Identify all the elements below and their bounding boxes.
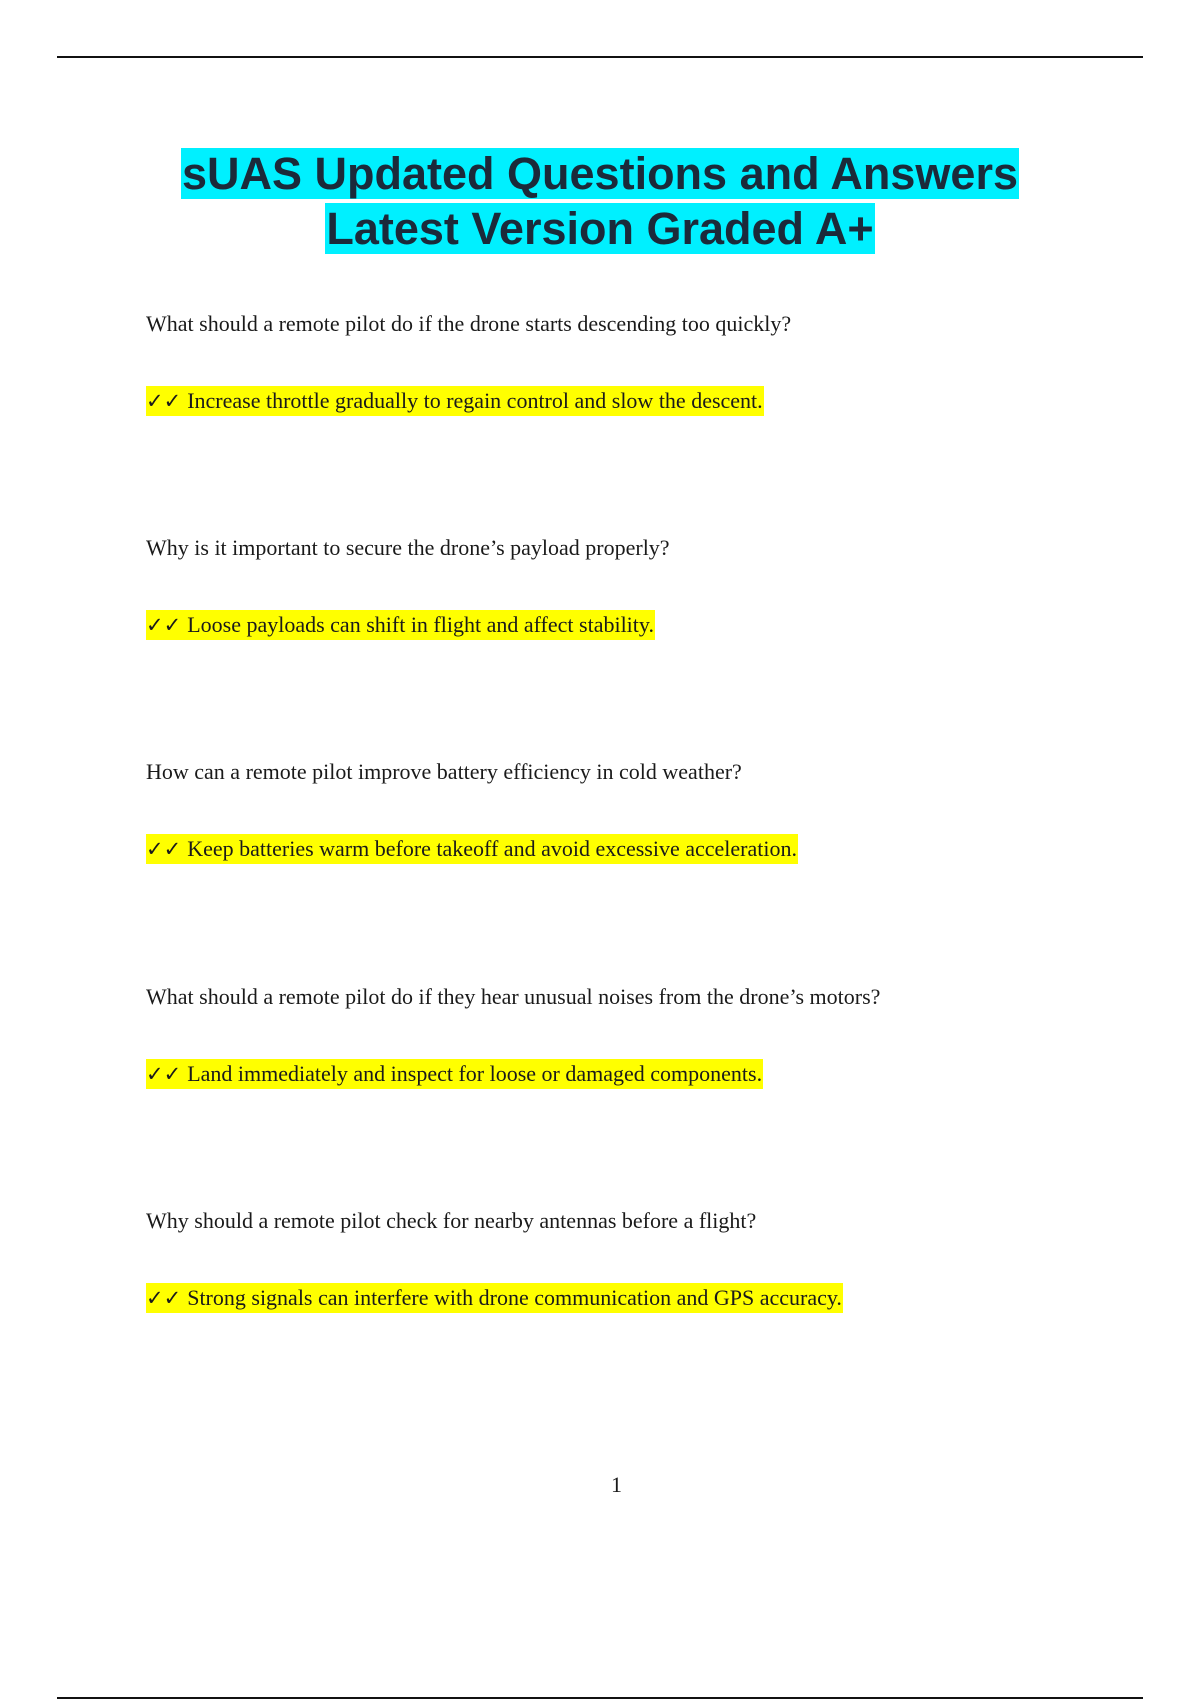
answer-highlight [146, 1059, 763, 1089]
answer [146, 834, 1146, 864]
answer [146, 386, 1146, 416]
double-check-icon: ✓✓ [146, 1286, 182, 1310]
question-text: What should a remote pilot do if they hear unusual noises from the drone’s motors? [146, 984, 881, 1009]
answer [146, 1059, 1146, 1089]
qa-item [146, 533, 1146, 640]
question-text: What should a remote pilot do if the drone starts descending too quickly? [146, 311, 792, 336]
qa-item [146, 757, 1146, 864]
title-line-1: sUAS Updated Questions and Answers [182, 148, 1018, 199]
qa-item [146, 1206, 1146, 1313]
answer-text: Strong signals can interfere with drone communication and GPS accuracy. [187, 1285, 842, 1310]
answer-highlight [146, 386, 764, 416]
double-check-icon: ✓✓ [146, 837, 182, 861]
qa-item [146, 982, 1146, 1089]
header-rule [57, 56, 1143, 58]
title-line-2: Latest Version Graded A+ [326, 203, 874, 254]
answer-text: Increase throttle gradually to regain control and slow the descent. [187, 388, 763, 413]
double-check-icon: ✓✓ [146, 389, 182, 413]
answer [146, 610, 1146, 640]
answer-text: Land immediately and inspect for loose or damaged components. [187, 1061, 763, 1086]
answer-highlight [146, 834, 798, 864]
double-check-icon: ✓✓ [146, 613, 182, 637]
page-number: 1 [611, 1472, 622, 1497]
qa-item [146, 309, 1146, 416]
footer-rule [57, 1697, 1143, 1699]
double-check-icon: ✓✓ [146, 1062, 182, 1086]
answer-text: Keep batteries warm before takeoff and avoid excessive acceleration. [187, 836, 797, 861]
answer-text: Loose payloads can shift in flight and affect stability. [187, 612, 654, 637]
answer [146, 1283, 1146, 1313]
question-text: Why is it important to secure the drone’s payload properly? [146, 535, 670, 560]
question-text: Why should a remote pilot check for nearby antennas before a flight? [146, 1208, 757, 1233]
document-title [0, 146, 1200, 256]
answer-highlight [146, 610, 655, 640]
answer-highlight [146, 1283, 843, 1313]
question-text: How can a remote pilot improve battery efficiency in cold weather? [146, 759, 742, 784]
